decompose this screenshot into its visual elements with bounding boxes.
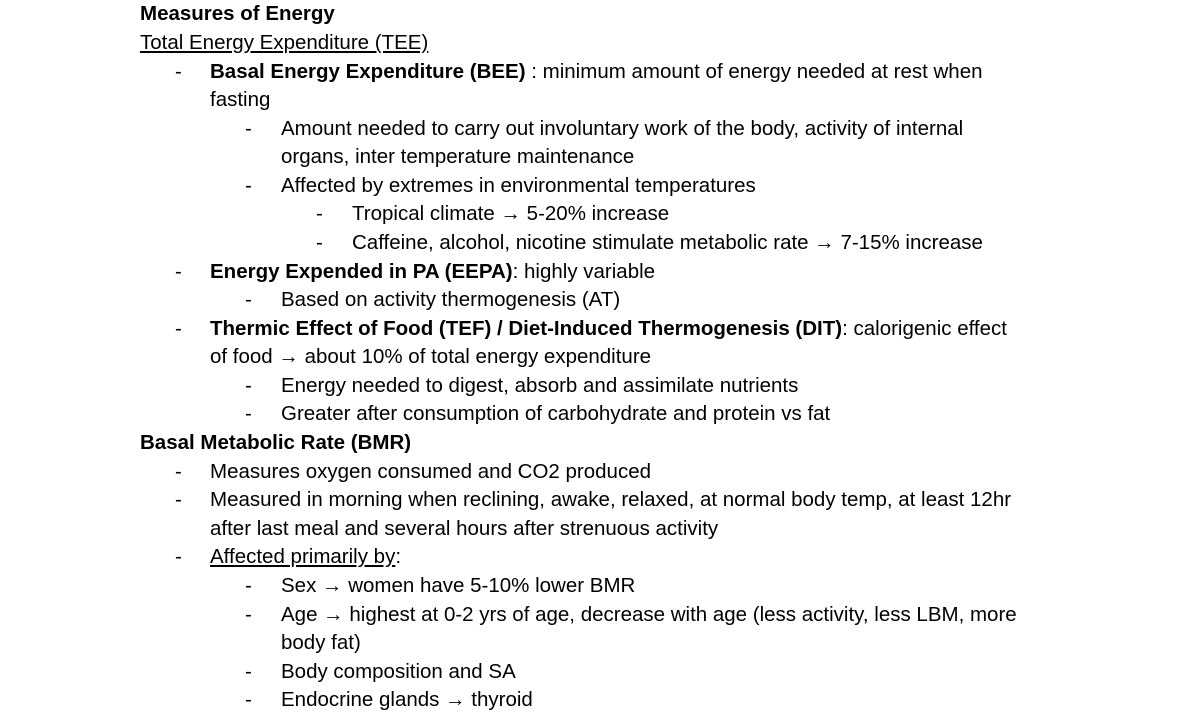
bullet-dash: - [245,288,252,311]
tef-definition: : calorigenic effect [842,317,1007,340]
bee-item [210,58,983,87]
affected-by-label: Affected primarily by [210,545,396,568]
bee-subsubitem: Caffeine, alcohol, nicotine stimulate metabolic rate → 7-15% increase [352,231,983,254]
affected-by-colon: : [395,545,402,568]
bmr-item: Measures oxygen consumed and CO2 produced [210,460,652,483]
tef-subitem: Greater after consumption of carbohydrate and protein vs fat [281,402,831,425]
bullet-dash: - [245,117,252,140]
bmr-subitem: Sex → women have 5-10% lower BMR [281,574,636,597]
bullet-dash: - [175,317,182,340]
tef-term: Thermic Effect of Food (TEF) / Diet-Induced Thermogenesis (DIT) [210,317,843,340]
tef-definition-cont: of food → about 10% of total energy expenditure [210,345,652,368]
bullet-dash: - [245,603,252,626]
bullet-dash: - [245,374,252,397]
bmr-subitem: Age → highest at 0-2 yrs of age, decrease with age (less activity, less LBM, more [281,603,1017,626]
bee-subitem: Amount needed to carry out involuntary work of the body, activity of internal [281,117,964,140]
bmr-item-cont: after last meal and several hours after strenuous activity [210,517,719,540]
bmr-item [210,543,401,572]
bmr-subitem: Endocrine glands → thyroid [281,688,533,711]
bmr-heading: Basal Metabolic Rate (BMR) [140,431,412,454]
bee-subsubitem: Tropical climate → 5-20% increase [352,202,670,225]
bullet-dash: - [175,488,182,511]
eepa-item [210,258,655,287]
tef-item [210,315,1007,344]
eepa-subitem: Based on activity thermogenesis (AT) [281,288,621,311]
eepa-definition: : highly variable [512,260,656,283]
bullet-dash: - [175,60,182,83]
bullet-dash: - [175,545,182,568]
document-title: Measures of Energy [140,2,335,25]
bullet-dash: - [175,260,182,283]
bee-subitem-cont: organs, inter temperature maintenance [281,145,635,168]
bmr-subitem: Body composition and SA [281,660,516,683]
tef-subitem: Energy needed to digest, absorb and assimilate nutrients [281,374,799,397]
bullet-dash: - [316,231,323,254]
bullet-dash: - [245,574,252,597]
bullet-dash: - [175,460,182,483]
bullet-dash: - [245,688,252,711]
bee-subitem: Affected by extremes in environmental temperatures [281,174,756,197]
eepa-term: Energy Expended in PA (EEPA) [210,260,513,283]
bee-definition: : minimum amount of energy needed at rest when [525,60,983,83]
bullet-dash: - [316,202,323,225]
bullet-dash: - [245,660,252,683]
tee-heading: Total Energy Expenditure (TEE) [140,31,429,54]
bullet-dash: - [245,402,252,425]
bmr-subitem-cont: body fat) [281,631,361,654]
bee-definition-cont: fasting [210,88,271,111]
bullet-dash: - [245,174,252,197]
bee-term: Basal Energy Expenditure (BEE) [210,60,526,83]
bmr-item: Measured in morning when reclining, awake, relaxed, at normal body temp, at least 12hr [210,488,1012,511]
